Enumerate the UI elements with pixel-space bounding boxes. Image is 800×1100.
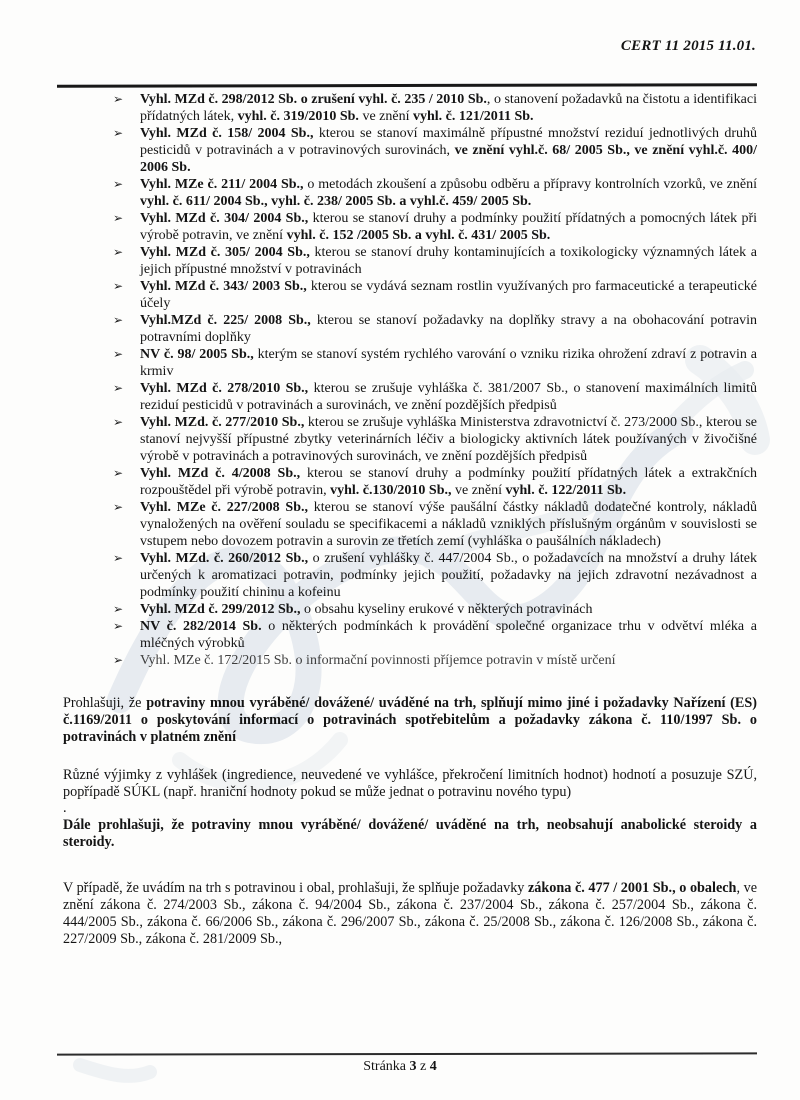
text-run: Vyhl. MZd č. 305/ 2004 Sb., bbox=[140, 245, 310, 260]
text-run: Prohlašuji, že bbox=[63, 695, 147, 711]
text-run: V případě, že uvádím na trh s potravinou i obal, prohlašuji, že splňuje požadavky bbox=[63, 880, 528, 896]
text-run: Vyhl. MZd. č. 277/2010 Sb., bbox=[140, 415, 305, 430]
text-run: Stránka bbox=[363, 1059, 410, 1074]
list-item bbox=[63, 125, 757, 176]
text-run: Vyhl. MZd č. 304/ 2004 Sb., bbox=[140, 211, 309, 226]
bullet-arrow-icon: ➢ bbox=[113, 347, 124, 361]
text-run: Vyhl.MZd č. 225/ 2008 Sb., bbox=[140, 313, 311, 328]
bullet-arrow-icon: ➢ bbox=[113, 619, 124, 633]
text-run: o některých podmínkách k provádění společné organizace trhu v odvětví mléka a mléčných výrobků bbox=[140, 619, 757, 651]
text-run: kterou se stanoví druhy a podmínky použití přídatných látek a extrakčních rozpouštědel při výrobě potravin, bbox=[140, 466, 758, 498]
list-item bbox=[63, 210, 757, 244]
stray-dot: . bbox=[63, 800, 67, 816]
list-item-text bbox=[140, 414, 757, 465]
list-item bbox=[63, 278, 757, 312]
text-run: vyhl. č.130/2010 Sb., bbox=[330, 483, 452, 498]
exceptions-paragraph bbox=[63, 767, 757, 801]
page-number-label bbox=[0, 1059, 800, 1075]
text-run: vyhl. č. 611/ 2004 Sb., vyhl. č. 238/ 2005 Sb. a vyhl.č. 459/ 2005 Sb. bbox=[140, 194, 532, 209]
bullet-arrow-icon: ➢ bbox=[113, 245, 124, 259]
bullet-arrow-icon: ➢ bbox=[113, 211, 124, 225]
bullet-arrow-icon: ➢ bbox=[113, 126, 124, 140]
text-run: Vyhl. MZd č. 158/ 2004 Sb., bbox=[140, 126, 314, 141]
text-run: Vyhl. MZd. č. 260/2012 Sb., bbox=[140, 551, 309, 566]
text-run: o obsahu kyseliny erukové v některých potravinách bbox=[300, 602, 593, 617]
bullet-arrow-icon: ➢ bbox=[113, 279, 124, 293]
text-run: o metodách zkoušení a způsobu odběru a přípravy kontrolních vzorků, ve znění bbox=[303, 177, 757, 192]
text-run: Vyhl. MZd č. 298/2012 Sb. o zrušení vyhl. č. 235 / 2010 Sb. bbox=[140, 92, 487, 107]
bullet-arrow-icon: ➢ bbox=[113, 415, 124, 429]
list-item-text bbox=[140, 278, 757, 312]
list-item bbox=[63, 414, 757, 465]
list-item-text bbox=[140, 125, 757, 176]
text-run: NV č. 282/2014 Sb. bbox=[140, 619, 262, 634]
list-item-text bbox=[140, 312, 757, 346]
text-run: Vyhl. MZe č. 211/ 2004 Sb., bbox=[140, 177, 304, 192]
regulation-list bbox=[63, 91, 757, 669]
text-run: z bbox=[416, 1059, 430, 1074]
footer-rule bbox=[57, 1052, 757, 1055]
text-run: , o stanovení požadavků na čistotu a identifikaci přídatných látek, bbox=[140, 92, 757, 124]
text-run: Vyhl. MZd č. 343/ 2003 Sb., bbox=[140, 279, 307, 294]
text-run: vyhl. č. 122/2011 Sb. bbox=[505, 483, 627, 498]
list-item-text bbox=[140, 176, 757, 210]
text-run: Dále prohlašuji, že potraviny mnou vyráběné/ dovážené/ uváděné na trh, neobsahují anabolické steroidy a steroidy. bbox=[63, 817, 757, 850]
list-item-text bbox=[140, 210, 757, 244]
bullet-arrow-icon: ➢ bbox=[113, 466, 124, 480]
bullet-arrow-icon: ➢ bbox=[113, 313, 124, 327]
text-run: kterým se stanoví systém rychlého varování o vzniku rizika ohrožení zdraví z potravin a krmiv bbox=[140, 347, 757, 379]
text-run: Vyhl. MZd č. 278/2010 Sb., bbox=[140, 381, 309, 396]
text-run: kterou se stanoví požadavky na doplňky stravy a na obohacování potravin potravními doplňky bbox=[140, 313, 757, 345]
text-run: vyhl. č. 152 /2005 Sb. a vyhl. č. 431/ 2005 Sb. bbox=[286, 228, 551, 243]
text-run: kterou se zrušuje vyhláška Ministerstva zdravotnictví č. 273/2000 Sb., kterou se stanoví nejvyšší přípustné zbytky veterinárních léčiv a biologicky aktivních látek používaných v živočišné výrobě v potravinách a potravinových surovinách, ve znění pozdějších předpisů bbox=[140, 415, 758, 464]
list-item-text bbox=[140, 550, 757, 601]
text-run: Vyhl. MZd č. 299/2012 Sb., bbox=[140, 602, 301, 617]
list-item bbox=[63, 380, 757, 414]
text-run: 3 bbox=[409, 1059, 417, 1074]
text-run: NV č. 98/ 2005 Sb., bbox=[140, 347, 254, 362]
list-item bbox=[63, 91, 757, 125]
bullet-arrow-icon: ➢ bbox=[113, 177, 124, 191]
list-item bbox=[63, 346, 757, 380]
list-item bbox=[63, 176, 757, 210]
text-run: ve znění bbox=[358, 109, 413, 124]
bullet-arrow-icon: ➢ bbox=[113, 500, 124, 514]
text-run: kterou se stanoví maximálně přípustné množství reziduí jednotlivých druhů pesticidů v potravinách a v potravinových surovinách, bbox=[140, 126, 757, 158]
text-run: kterou se stanoví výše paušální částky nákladů dodatečné kontroly, nákladů vynaložených na ověření souladu se specifikacemi a nákladů vzniklých příslušným orgánům v souvislosti se vstupem nebo dovozem potravin a surovin ze třetích zemí (vyhláška o paušálních nákladech) bbox=[140, 500, 757, 549]
list-item-text bbox=[140, 91, 757, 125]
cert-header-label: CERT 11 2015 11.01. bbox=[620, 38, 756, 54]
bullet-arrow-icon: ➢ bbox=[113, 92, 124, 106]
document-body bbox=[63, 91, 757, 948]
text-run: kterou se stanoví druhy a podmínky použití přídatných a pomocných látek při výrobě potravin, ve znění bbox=[140, 211, 758, 243]
list-item bbox=[63, 499, 757, 550]
text-run: potraviny mnou vyráběné/ dovážené/ uváděné na trh, splňují mimo jiné i požadavky Nařízení (ES) č.1169/2011 o poskytování informací o potravinách spotřebitelům a požadavky zákona č. 110/1997 Sb. o potravinách v platném znění bbox=[63, 695, 757, 745]
text-run: vyhl. č. 319/2010 Sb. bbox=[237, 109, 359, 124]
text-run: Vyhl. MZd č. 4/2008 Sb., bbox=[140, 466, 301, 481]
text-run: ve znění bbox=[451, 483, 506, 498]
text-run: zákona č. 477 / 2001 Sb., o obalech bbox=[527, 880, 737, 896]
list-item bbox=[63, 312, 757, 346]
list-item-text bbox=[140, 380, 757, 414]
text-run: 4 bbox=[429, 1059, 437, 1074]
list-item-text bbox=[140, 244, 757, 278]
text-run: ve znění vyhl.č. 68/ 2005 Sb., ve znění vyhl.č. 400/ 2006 Sb. bbox=[140, 143, 758, 175]
bullet-arrow-icon: ➢ bbox=[113, 381, 124, 395]
text-run: o zrušení vyhlášky č. 447/2004 Sb., o požadavcích na množství a druhy látek určených k aromatizaci potravin, podmínky jejich použití, požadavky na jejich zdravotní nezávadnost a podmínky použití chininu a kofeinu bbox=[140, 551, 757, 600]
list-item-text bbox=[140, 618, 757, 652]
header-rule bbox=[57, 83, 757, 87]
bullet-arrow-icon: ➢ bbox=[113, 653, 124, 667]
list-item-text bbox=[140, 465, 757, 499]
text-run: kterou se vydává seznam rostlin využívaných pro farmaceutické a terapeutické účely bbox=[140, 279, 758, 311]
steroids-declaration-paragraph bbox=[63, 817, 757, 851]
list-item bbox=[63, 652, 757, 669]
text-run: kterou se stanoví druhy kontaminujících a toxikologicky významných látek a jejich přípustné množství v potravinách bbox=[140, 245, 757, 277]
list-item bbox=[63, 244, 757, 278]
packaging-paragraph bbox=[63, 880, 757, 948]
bullet-arrow-icon: ➢ bbox=[113, 602, 124, 616]
list-item-text bbox=[140, 346, 757, 380]
text-run: Různé výjimky z vyhlášek (ingredience, neuvedené ve vyhlášce, překročení limitních hodnot) hodnotí a posuzuje SZÚ, popřípadě SÚKL (např. hraniční hodnoty pokud se může jednat o potravinu nového typu) bbox=[63, 767, 757, 800]
text-run: kterou se zrušuje vyhláška č. 381/2007 Sb., o stanovení maximálních limitů reziduí pesticidů v potravinách a surovinách, ve znění pozdějších předpisů bbox=[140, 381, 757, 413]
text-run: Vyhl. MZe č. 172/2015 Sb. o informační povinnosti příjemce potravin v místě určení bbox=[140, 653, 616, 668]
list-item-text bbox=[140, 499, 757, 550]
list-item-text bbox=[140, 652, 757, 669]
list-item bbox=[63, 550, 757, 601]
text-run: , ve znění zákona č. 274/2003 Sb., zákona č. 94/2004 Sb., zákona č. 237/2004 Sb., zákona č. 257/2004 Sb., zákona č. 444/2005 Sb., zákona č. 66/2006 Sb., zákona č. 296/2007 Sb., zákona č. 25/2008 Sb., zákona č. 126/2008 Sb., zákona č. 227/2009 Sb., zákona č. 281/2009 Sb., bbox=[63, 880, 757, 947]
declaration-paragraph bbox=[63, 695, 757, 746]
text-run: vyhl. č. 121/2011 Sb. bbox=[412, 109, 534, 124]
text-run: Vyhl. MZe č. 227/2008 Sb., bbox=[140, 500, 308, 515]
list-item bbox=[63, 601, 757, 618]
list-item bbox=[63, 465, 757, 499]
list-item bbox=[63, 618, 757, 652]
bullet-arrow-icon: ➢ bbox=[113, 551, 124, 565]
list-item-text bbox=[140, 601, 757, 618]
